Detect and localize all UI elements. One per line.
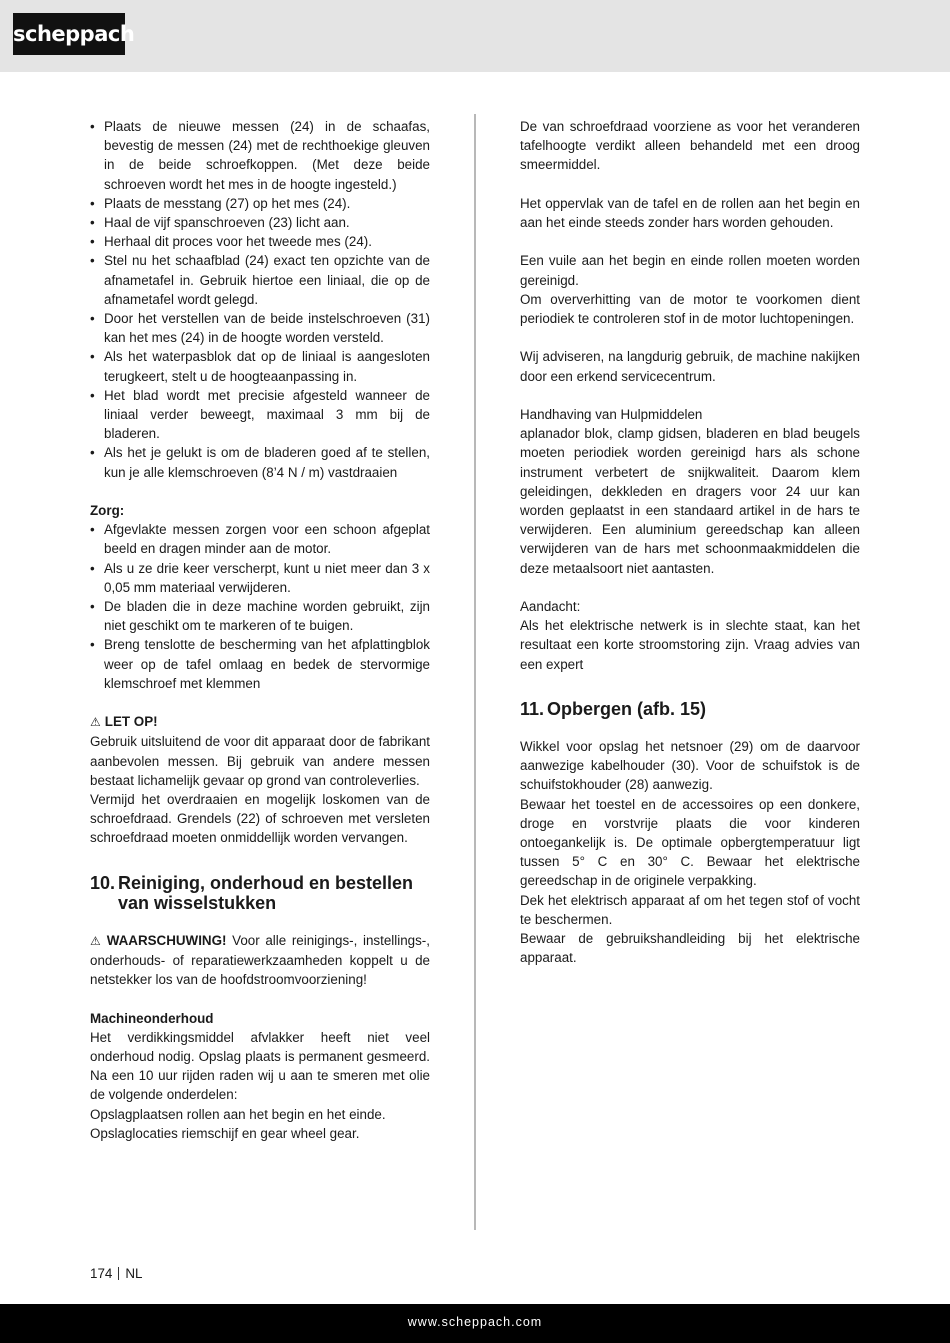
tools-maintenance-title: Handhaving van Hulpmiddelen [520, 406, 703, 422]
list-item: • Door het verstellen van de beide instelschroeven (31) kan het mes (24) in de hoogte worden versteld. [90, 309, 430, 347]
list-item: • Als u ze drie keer verscherpt, kunt u niet meer dan 3 x 0,05 mm materiaal verwijderen. [90, 559, 430, 597]
machine-maintenance-paragraph: Het verdikkingsmiddel afvlakker heeft niet veel onderhoud nodig. Opslag plaats is permanent gesmeerd. Na een 10 uur rijden raden wij u aan te smeren met olie de volgende onderdelen: [90, 1029, 430, 1103]
list-item: • Het blad wordt met precisie afgesteld wanneer de liniaal verder beweegt, maximaal 3 mm bij de bladeren. [90, 386, 430, 444]
paragraph: De van schroefdraad voorziene as voor het veranderen tafelhoogte verdikt alleen behandeld met een droog smeermiddel. [520, 119, 860, 173]
list-item: • Breng tenslotte de bescherming van het afplattingblok weer op de tafel omlaag en bedek de stervormige klemschroef met klemmen [90, 635, 430, 693]
warning-triangle-icon: ⚠ [90, 715, 101, 730]
list-item: • Plaats de messtang (27) op het mes (24). [90, 194, 430, 213]
list-item: • Plaats de nieuwe messen (24) in de schaafas, bevestig de messen (24) met de rechthoekige gleuven in de beide schroefkoppen. (Met deze beide schroeven wordt het mes in de hoogte ingesteld.) [90, 117, 430, 194]
section-title: Opbergen (afb. 15) [547, 699, 707, 719]
right-column [520, 117, 860, 967]
list-item: • De bladen die in deze machine worden gebruikt, zijn niet geschikt om te markeren of te buigen. [90, 597, 430, 635]
warning-label: WAARSCHUWING! [106, 932, 227, 948]
letop-heading [90, 712, 430, 732]
care-list [90, 520, 430, 693]
section-number: 11. [520, 699, 545, 719]
section-10-heading [90, 873, 430, 913]
warning-paragraph [90, 931, 430, 990]
paragraph: aplanador blok, clamp gidsen, bladeren en blad beugels moeten periodiek worden gereinigd hars als schone instrument verbetert de snijkwaliteit. Daarom klem geleidingen, dekkleden en dragers voor 24 uur kan worden geplaatst in een standaard artikel in de hars te verwijderen. Een aluminium gereedschap kan alleen verwijderen van de hars met schoonmaakmiddelen die deze metaalsoort niet aantasten. [520, 426, 860, 576]
paragraph: Bewaar de gebruikshandleiding bij het elektrische apparaat. [520, 931, 860, 966]
aandacht-title: Aandacht: [520, 599, 581, 614]
page-number [90, 1265, 142, 1283]
header-band [0, 0, 950, 72]
paragraph: Een vuile aan het begin en einde rollen moeten worden gereinigd. [520, 253, 860, 288]
section-title: Reiniging, onderhoud en bestellen van wisselstukken [118, 872, 414, 913]
language-code: NL [125, 1266, 143, 1281]
list-item: • Afgevlakte messen zorgen voor een schoon afgeplat beeld en dragen minder aan de motor. [90, 520, 430, 558]
scheppach-logo: scheppach [13, 13, 125, 55]
section-number: 10. [90, 872, 116, 893]
list-item: • Als het waterpasblok dat op de liniaal is aangesloten terugkeert, stelt u de hoogteaanpassing in. [90, 347, 430, 385]
letop-paragraph-2: Vermijd het overdraaien en mogelijk loskomen van de schroefdraad. Grendels (22) of schroeven met versleten schroefdraad moeten onmiddellijk worden vervangen. [90, 792, 430, 846]
zorg-heading: Zorg: [90, 503, 125, 519]
machine-maintenance-line-1: Opslagplaatsen rollen aan het begin en het einde. [90, 1106, 386, 1122]
warning-text: Voor alle reinigings-, instellings-, onderhouds- of reparatiewerkzaamheden koppelt u de netstekker los van de hoofdstroomvoorziening! [90, 932, 430, 988]
section-11-heading [520, 699, 860, 719]
list-item: • Haal de vijf spanschroeven (23) licht aan. [90, 213, 430, 232]
list-item: • Als het je gelukt is om de bladeren goed af te stellen, kun je alle klemschroeven (8’4 N / m) vastdraaien [90, 443, 430, 481]
letop-paragraph-1: Gebruik uitsluitend de voor dit apparaat door de fabrikant aanbevolen messen. Bij gebruik van andere messen bestaat lichamelijk gevaar op grond van controleverlies. [90, 734, 430, 788]
paragraph: Dek het elektrisch apparaat af om het tegen stof of vocht te beschermen. [520, 892, 860, 927]
page-separator [118, 1267, 119, 1280]
page-number-value: 174 [90, 1266, 113, 1281]
column-divider [474, 114, 476, 1230]
paragraph: Het oppervlak van de tafel en de rollen aan het begin en aan het einde steeds zonder hars worden gehouden. [520, 195, 860, 230]
warning-triangle-icon: ⚠ [90, 933, 103, 948]
letop-label: LET OP! [104, 714, 158, 730]
machine-maintenance-heading: Machineonderhoud [90, 1010, 214, 1026]
paragraph: Als het elektrische netwerk is in slechte staat, kan het resultaat een korte stroomstoring zijn. Vraag advies van een expert [520, 618, 860, 672]
footer-url: www.scheppach.com [407, 1315, 543, 1329]
paragraph: Wikkel voor opslag het netsnoer (29) om de daarvoor aanwezige kabelhouder (30). Voor de schuifstok is de schuifstokhouder (28) aanwezig. [520, 739, 860, 793]
blade-install-steps [90, 117, 430, 482]
paragraph: Bewaar het toestel en de accessoires op een donkere, droge en vorstvrije plaats die voor kinderen ontoegankelijk is. De optimale opbergtemperatuur ligt tussen 5° C en 30° C. Bewaar het elektrische gereedschap in de originele verpakking. [520, 796, 860, 889]
list-item: • Stel nu het schaafblad (24) exact ten opzichte van de afnametafel in. Gebruik hiertoe een liniaal, die op de afnametafel wordt gelegd. [90, 251, 430, 309]
left-column [90, 117, 430, 1143]
list-item: • Herhaal dit proces voor het tweede mes (24). [90, 232, 430, 251]
paragraph: Wij adviseren, na langdurig gebruik, de machine nakijken door een erkend servicecentrum. [520, 349, 860, 384]
paragraph: Om oververhitting van de motor te voorkomen dient periodiek te controleren stof in de motor luchtopeningen. [520, 291, 860, 326]
machine-maintenance-line-2: Opslaglocaties riemschijf en gear wheel gear. [90, 1125, 360, 1141]
